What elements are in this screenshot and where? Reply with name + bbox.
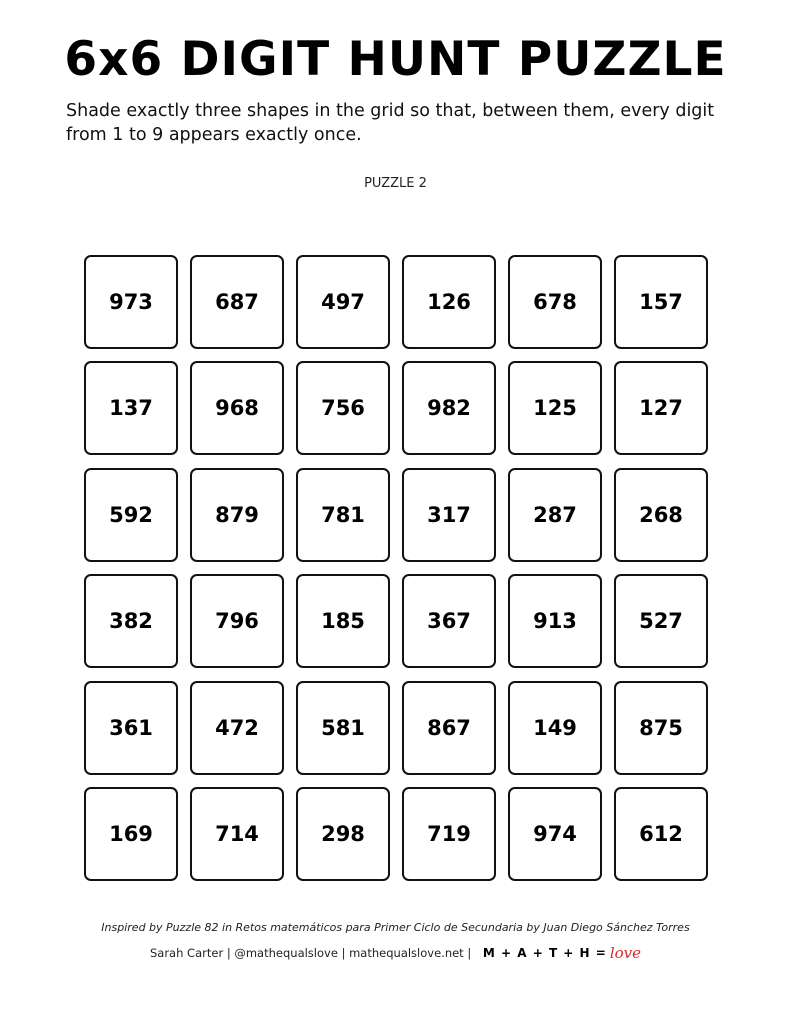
grid-cell[interactable]: 367 <box>402 574 496 668</box>
grid-cell[interactable]: 157 <box>614 255 708 349</box>
grid-cell[interactable]: 497 <box>296 255 390 349</box>
footer <box>0 944 791 962</box>
grid-cell[interactable]: 687 <box>190 255 284 349</box>
puzzle-label: PUZZLE 2 <box>364 176 427 191</box>
page-title: 6x6 DIGIT HUNT PUZZLE <box>64 32 727 87</box>
grid-cell[interactable]: 974 <box>508 787 602 881</box>
grid-cell[interactable]: 169 <box>84 787 178 881</box>
grid-cell[interactable]: 298 <box>296 787 390 881</box>
puzzle-grid <box>84 255 708 881</box>
grid-cell[interactable]: 867 <box>402 681 496 775</box>
grid-cell[interactable]: 527 <box>614 574 708 668</box>
grid-cell[interactable]: 126 <box>402 255 496 349</box>
footer-separator: | <box>337 946 350 960</box>
website-link: mathequalslove.net <box>349 946 464 960</box>
grid-cell[interactable]: 268 <box>614 468 708 562</box>
grid-cell[interactable]: 678 <box>508 255 602 349</box>
grid-cell[interactable]: 317 <box>402 468 496 562</box>
grid-cell[interactable]: 913 <box>508 574 602 668</box>
grid-cell[interactable]: 879 <box>190 468 284 562</box>
grid-cell[interactable]: 382 <box>84 574 178 668</box>
grid-cell[interactable]: 127 <box>614 361 708 455</box>
logo-love-script: love <box>609 944 641 962</box>
grid-cell[interactable]: 756 <box>296 361 390 455</box>
footer-separator: | <box>223 946 235 960</box>
grid-cell[interactable]: 714 <box>190 787 284 881</box>
grid-cell[interactable]: 796 <box>190 574 284 668</box>
grid-cell[interactable]: 137 <box>84 361 178 455</box>
grid-cell[interactable]: 581 <box>296 681 390 775</box>
grid-cell[interactable]: 968 <box>190 361 284 455</box>
footer-separator: | <box>463 946 475 960</box>
logo-text: M + A + T + H = <box>482 946 607 960</box>
instructions-text: Shade exactly three shapes in the grid so that, between them, every digit from 1 to 9 appears exactly once. <box>66 101 715 145</box>
brand-logo <box>483 944 641 962</box>
credit-line: Inspired by Puzzle 82 in Retos matemáticos para Primer Ciclo de Secundaria by Juan Diego Sánchez Torres <box>101 921 690 934</box>
author-name: Sarah Carter <box>149 946 224 960</box>
grid-cell[interactable]: 287 <box>508 468 602 562</box>
grid-cell[interactable]: 125 <box>508 361 602 455</box>
grid-cell[interactable]: 875 <box>614 681 708 775</box>
grid-cell[interactable]: 973 <box>84 255 178 349</box>
grid-cell[interactable]: 472 <box>190 681 284 775</box>
grid-cell[interactable]: 612 <box>614 787 708 881</box>
grid-cell[interactable]: 982 <box>402 361 496 455</box>
social-handle: @mathequalslove <box>234 946 338 960</box>
grid-cell[interactable]: 592 <box>84 468 178 562</box>
grid-cell[interactable]: 719 <box>402 787 496 881</box>
grid-cell[interactable]: 149 <box>508 681 602 775</box>
grid-cell[interactable]: 185 <box>296 574 390 668</box>
grid-cell[interactable]: 361 <box>84 681 178 775</box>
grid-cell[interactable]: 781 <box>296 468 390 562</box>
